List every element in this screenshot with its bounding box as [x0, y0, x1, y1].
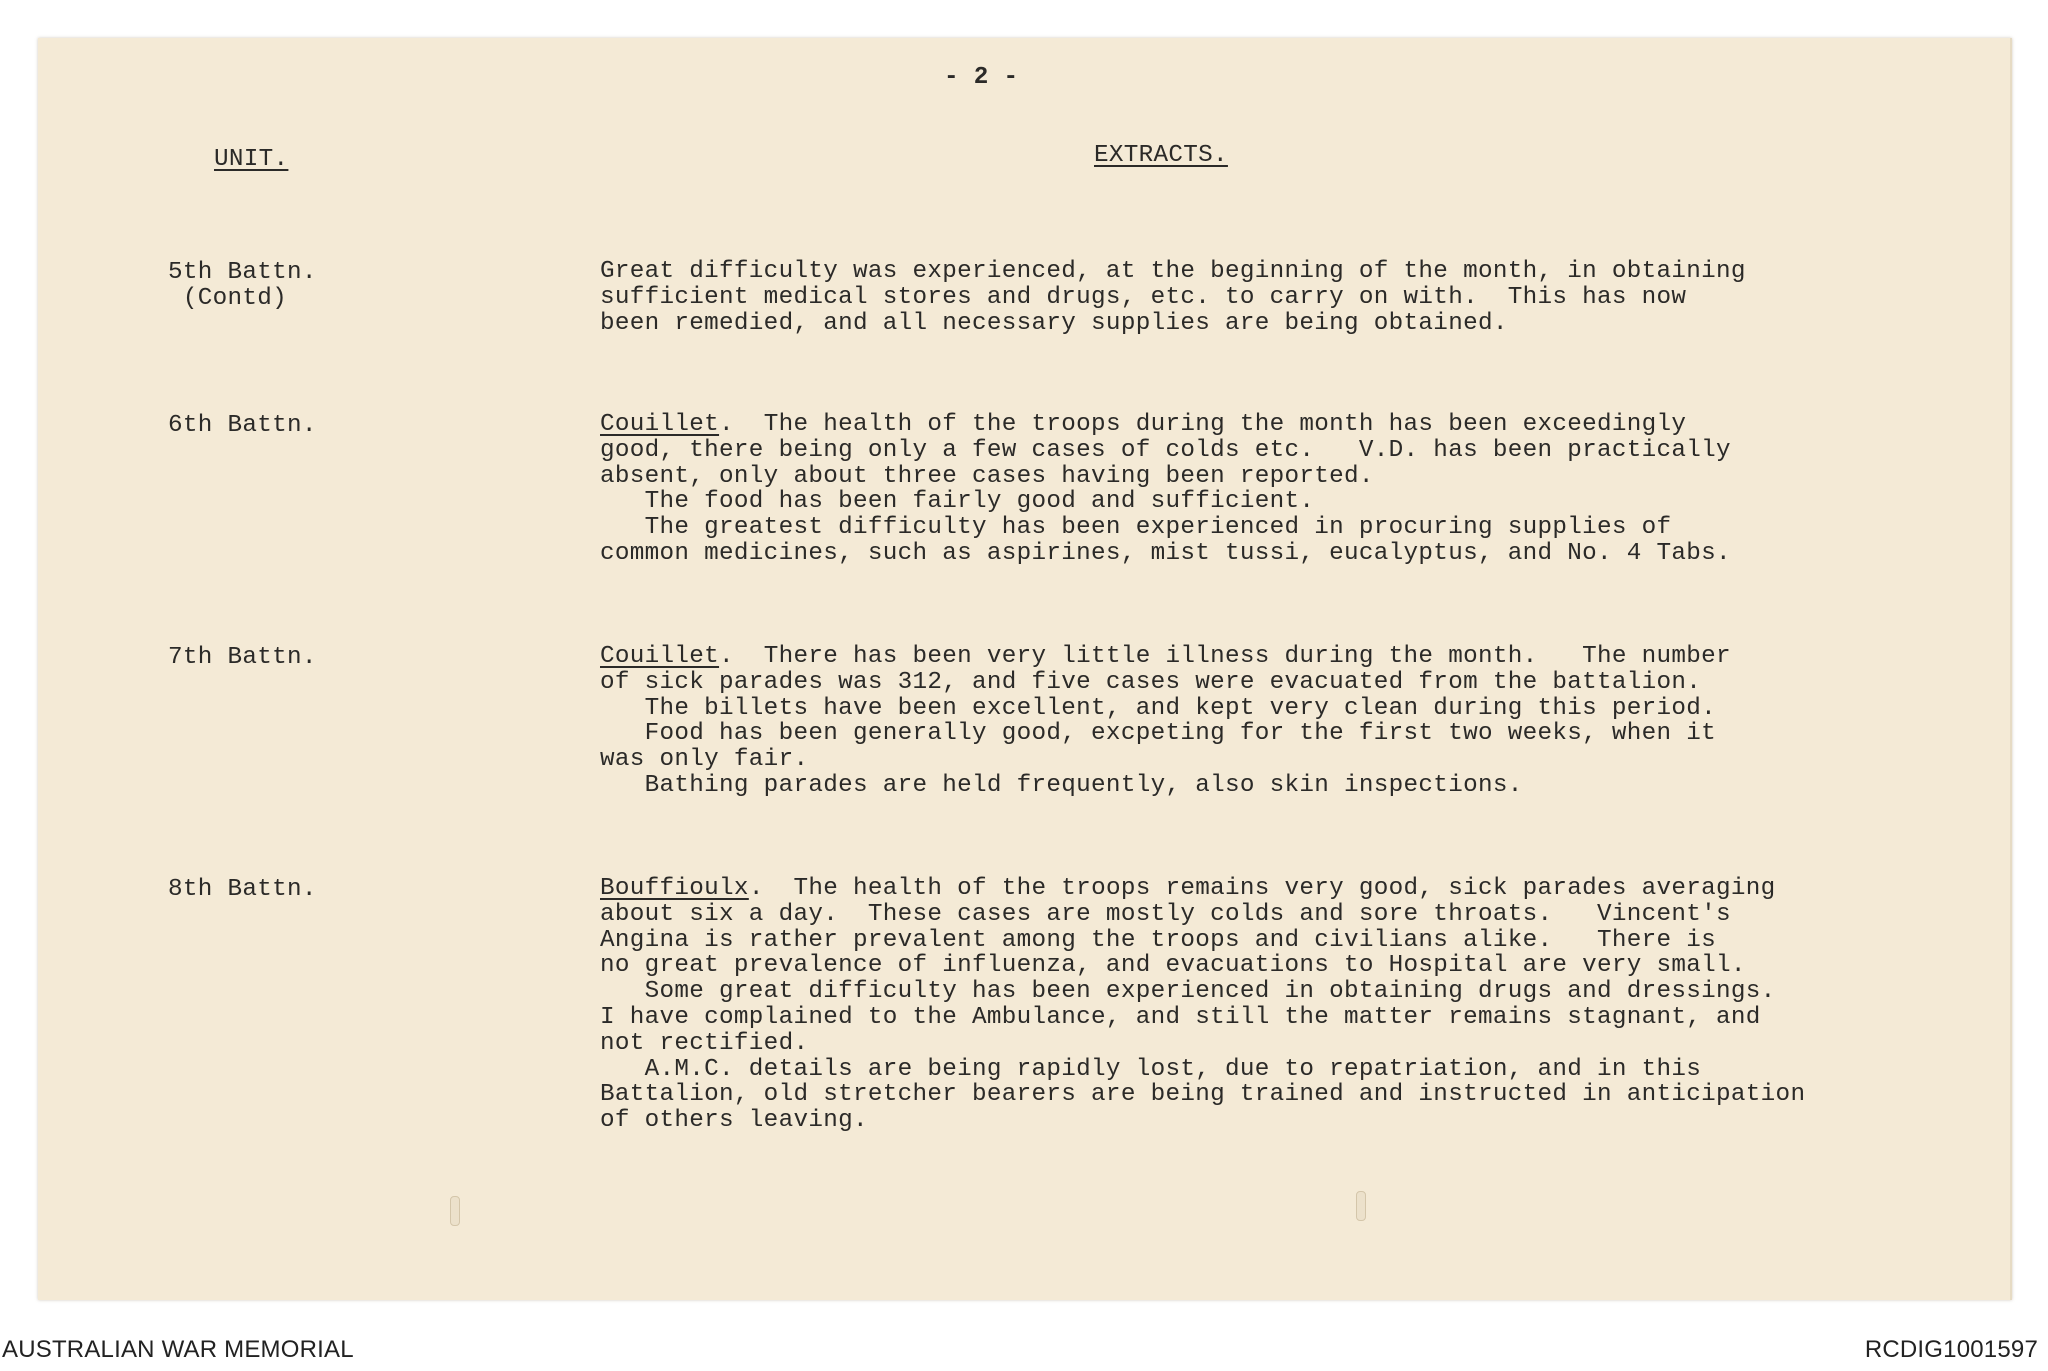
unit-column-heading: UNIT.	[214, 146, 289, 173]
extract-line: Food has been generally good, excpeting for the first two weeks, when it	[600, 720, 1717, 748]
unit-label-line: 7th Battn.	[168, 644, 317, 671]
page-number: - 2 -	[944, 64, 1019, 91]
archive-credit: AUSTRALIAN WAR MEMORIAL	[2, 1336, 354, 1363]
unit-label-5th-battn	[168, 260, 317, 312]
extract-line: common medicines, such as aspirines, mist tussi, eucalyptus, and No. 4 Tabs.	[600, 539, 1731, 567]
document-id: RCDIG1001597	[1864, 1336, 2038, 1363]
extract-5th-battn	[600, 259, 1746, 336]
extract-line: about six a day. These cases are mostly colds and sore throats. Vincent's	[600, 900, 1731, 928]
extract-line: sufficient medical stores and drugs, etc. to carry on with. This has now	[600, 283, 1687, 311]
extract-line: been remedied, and all necessary supplies are being obtained.	[600, 309, 1508, 337]
extract-line: A.M.C. details are being rapidly lost, due to repatriation, and in this	[600, 1055, 1702, 1083]
place-name: Bouffioulx	[600, 875, 749, 902]
extract-line: was only fair.	[600, 746, 809, 774]
unit-label-line: 6th Battn.	[168, 412, 317, 439]
extract-line: Angina is rather prevalent among the troops and civilians alike. There is	[600, 926, 1717, 954]
extract-line: The billets have been excellent, and kept very clean during this period.	[600, 694, 1717, 722]
extract-line: Battalion, old stretcher bearers are being trained and instructed in anticipation	[600, 1081, 1806, 1109]
unit-label-line: 5th Battn.	[168, 259, 317, 286]
punch-hole-left	[450, 1196, 460, 1226]
unit-label-line: 8th Battn.	[168, 876, 317, 903]
extract-8th-battn	[600, 876, 1805, 1134]
extract-line: . There has been very little illness during the month. The number	[719, 643, 1731, 670]
unit-label-7th-battn	[168, 645, 317, 671]
extract-line: I have complained to the Ambulance, and still the matter remains stagnant, and	[600, 1003, 1761, 1031]
extract-line: Great difficulty was experienced, at the beginning of the month, in obtaining	[600, 258, 1746, 285]
extract-7th-battn	[600, 644, 1731, 799]
punch-hole-right	[1356, 1191, 1366, 1221]
extract-line: . The health of the troops remains very good, sick parades averaging	[748, 875, 1776, 902]
extract-line: The greatest difficulty has been experienced in procuring supplies of	[600, 514, 1672, 542]
extract-line: of others leaving.	[600, 1107, 868, 1135]
unit-label-line: (Contd)	[168, 284, 288, 312]
unit-label-6th-battn	[168, 413, 317, 439]
extract-line: absent, only about three cases having been reported.	[600, 462, 1374, 490]
place-name: Couillet	[600, 643, 720, 670]
extract-line: Some great difficulty has been experienced in obtaining drugs and dressings.	[600, 978, 1776, 1006]
unit-label-8th-battn	[168, 877, 317, 903]
extract-line: The food has been fairly good and sufficient.	[600, 488, 1315, 516]
extracts-column-heading: EXTRACTS.	[1094, 142, 1228, 169]
extract-6th-battn	[600, 412, 1731, 567]
extract-line: of sick parades was 312, and five cases were evacuated from the battalion.	[600, 668, 1702, 696]
extract-line: Bathing parades are held frequently, also skin inspections.	[600, 771, 1523, 799]
place-name: Couillet	[600, 411, 720, 438]
extract-line: no great prevalence of influenza, and evacuations to Hospital are very small.	[600, 952, 1746, 980]
extract-line: . The health of the troops during the month has been exceedingly	[719, 411, 1687, 438]
extract-line: good, there being only a few cases of colds etc. V.D. has been practically	[600, 436, 1731, 464]
extract-line: not rectified.	[600, 1029, 809, 1057]
